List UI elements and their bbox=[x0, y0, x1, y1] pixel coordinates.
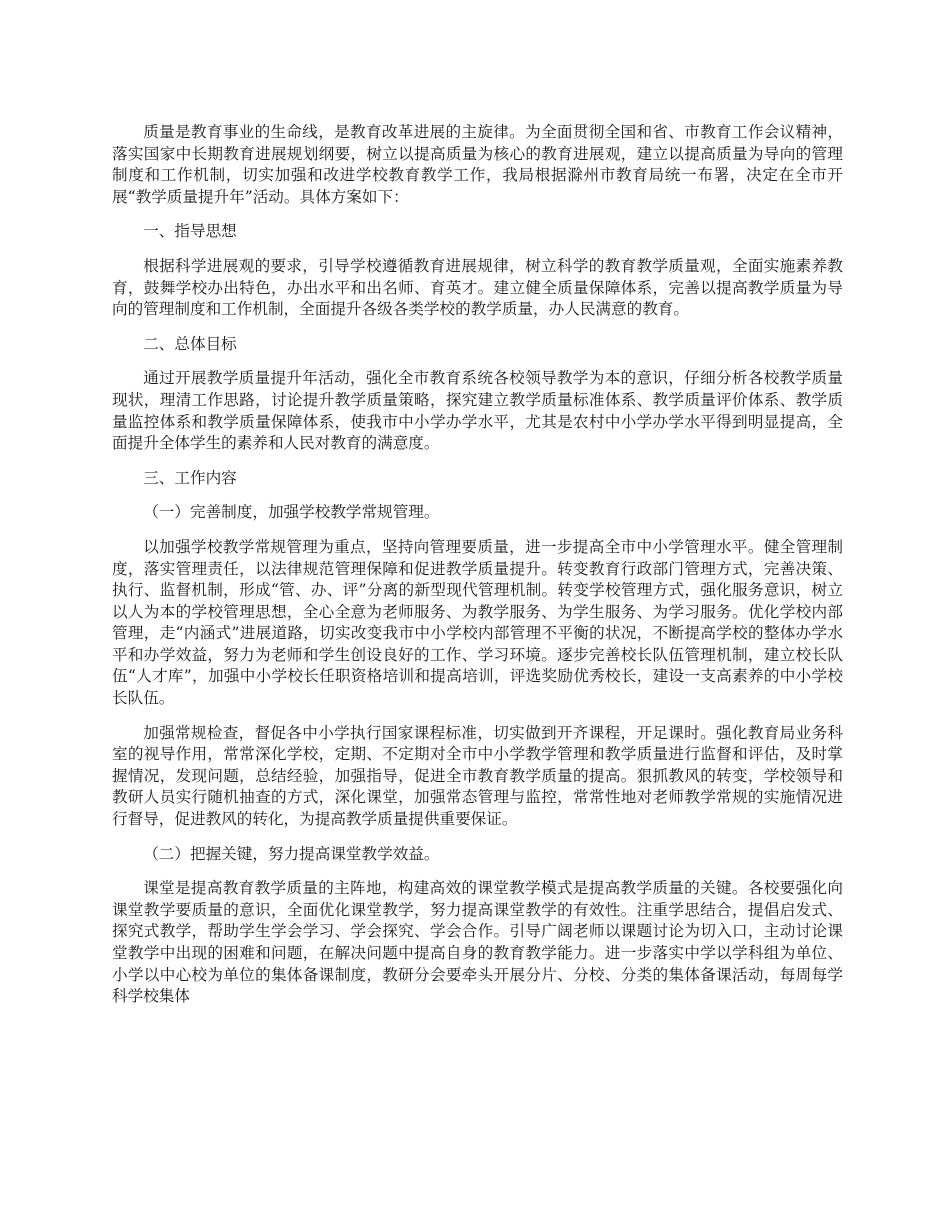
paragraph-routine-inspection: 加强常规检查，督促各中小学执行国家课程标准，切实做到开齐课程，开足课时。强化教育局业务科室的视导作用，常常深化学校，定期、不定期对全市中小学教学管理和教学质量进行监督和评估，及时掌握情况，发现问题，总结经验，加强指导，促进全市教育教学质量的提高。狠抓教风的转变，学校领导和教研人员实行随机抽查的方式，深化课堂，加强常态管理与监控，常常性地对老师教学常规的实施情况进行督导，促进教风的转化，为提高教学质量提供重要保证。 bbox=[112, 723, 843, 829]
heading-guiding-ideology: 一、指导思想 bbox=[143, 222, 237, 241]
paragraph-routine-management: 以加强学校教学常规管理为重点，坚持向管理要质量，进一步提高全市中小学管理水平。健全管理制度，落实管理责任，以法律规范管理保障和促进教学质量提升。转变教育行政部门管理方式，完善决策、执行、监督机制，形成“管、办、评”分离的新型现代管理机制。转变学校管理方式，强化服务意识，树立以人为本的学校管理思想，全心全意为老师服务、为教学服务、为学生服务、为学习服务。优化学校内部管理，走“内涵式”进展道路，切实改变我市中小学校内部管理不平衡的状况，不断提高学校的整体办学水平和办学效益，努力为老师和学生创设良好的工作、学习环境。逐步完善校长队伍管理机制，建立校长队伍“人才库”，加强中小学校长任职资格培训和提高培训，评选奖励优秀校长，建设一支高素养的中小学校长队伍。 bbox=[112, 537, 843, 708]
paragraph-classroom-teaching: 课堂是提高教育教学质量的主阵地，构建高效的课堂教学模式是提高教学质量的关键。各校要强化向课堂教学要质量的意识，全面优化课堂教学，努力提高课堂教学的有效性。注重学思结合，提倡启发式、探究式教学，帮助学生学会学习、学会探究、学会合作。引导广阔老师以课题讨论为切入口，主动讨论课堂教学中出现的困难和问题，在解决问题中提高自身的教育教学能力。进一步落实中学以学科组为单位、小学以中心校为单位的集体备课制度，教研分会要牵头开展分片、分校、分类的集体备课活动，每周每学科学校集体 bbox=[112, 879, 843, 1006]
paragraph-guiding-ideology: 根据科学进展观的要求，引导学校遵循教育进展规律，树立科学的教育教学质量观，全面实施素养教育，鼓舞学校办出特色，办出水平和出名师、育英才。建立健全质量保障体系，完善以提高教学质量为导向的管理制度和工作机制，全面提升各级各类学校的教学质量，办人民满意的教育。 bbox=[112, 256, 843, 319]
paragraph-intro: 质量是教育事业的生命线，是教育改革进展的主旋律。为全面贯彻全国和省、市教育工作会议精神，落实国家中长期教育进展规划纲要，树立以提高质量为核心的教育进展观，建立以提高质量为导向的管理制度和工作机制，切实加强和改进学校教育教学工作，我局根据滁州市教育局统一布署，决定在全市开展“教学质量提升年”活动。具体方案如下： bbox=[112, 123, 843, 206]
heading-overall-goal: 二、总体目标 bbox=[143, 334, 237, 353]
heading-work-content: 三、工作内容 bbox=[143, 468, 237, 487]
subheading-classroom-efficiency: （二）把握关键，努力提高课堂教学效益。 bbox=[143, 844, 440, 863]
paragraph-overall-goal: 通过开展教学质量提升年活动，强化全市教育系统各校领导教学为本的意识，仔细分析各校教学质量现状，理清工作思路，讨论提升教学质量策略，探究建立教学质量标准体系、教学质量评价体系、教学质量监控体系和教学质量保障体系，使我市中小学办学水平，尤其是农村中小学办学水平得到明显提高，全面提升全体学生的素养和人民对教育的满意度。 bbox=[112, 369, 843, 453]
subheading-improve-system: （一）完善制度，加强学校教学常规管理。 bbox=[143, 503, 440, 522]
document-body bbox=[112, 122, 843, 1021]
